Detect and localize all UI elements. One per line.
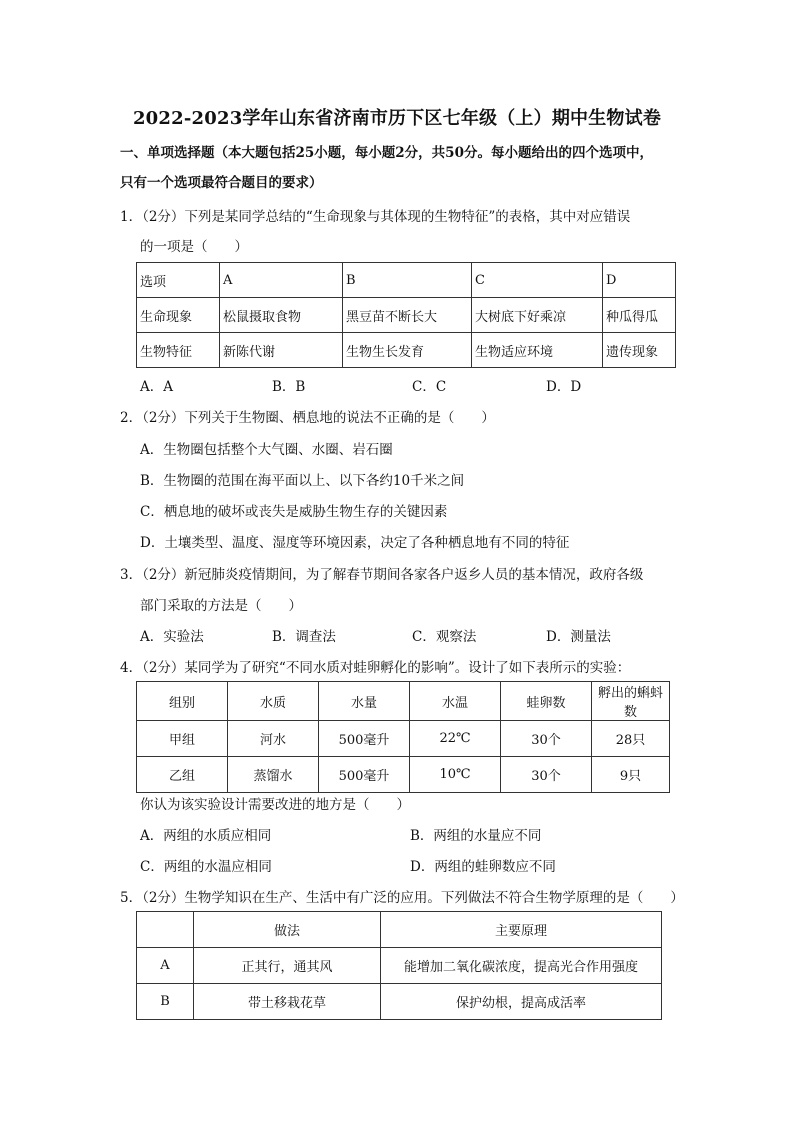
- table-cell: D: [603, 263, 676, 298]
- question-5-stem: 5．（2分）生物学知识在生产、生活中有广泛的应用。下列做法不符合生物学原理的是（ ）: [120, 890, 684, 906]
- table-cell: 孵出的蝌蚪数: [592, 682, 670, 721]
- table-cell: 蛙卵数: [501, 682, 592, 721]
- question-2-stem: 2．（2分）下列关于生物圈、栖息地的说法不正确的是（ ）: [120, 410, 495, 426]
- option-a[interactable]: A．生物圈包括整个大气圈、水圈、岩石圈: [140, 442, 393, 458]
- table-cell: 9只: [592, 757, 670, 793]
- table-cell: 松鼠摄取食物: [220, 298, 343, 333]
- table-row: [137, 984, 662, 1020]
- section-line-2: 只有一个选项最符合题目的要求）: [120, 175, 323, 191]
- table-cell: 乙组: [137, 757, 228, 793]
- table-row: [137, 721, 670, 757]
- table-row: [137, 757, 670, 793]
- section-line-1: 一、单项选择题（本大题包括25小题，每小题2分，共50分。每小题给出的四个选项中，: [120, 145, 653, 161]
- table-row: [137, 298, 676, 333]
- option-b[interactable]: B．B: [272, 379, 306, 395]
- option-a[interactable]: A．实验法: [140, 629, 204, 645]
- table-cell: 水质: [228, 682, 319, 721]
- table-cell: C: [472, 263, 603, 298]
- question-3-line-1: 3．（2分）新冠肺炎疫情期间，为了解春节期间各家各户返乡人员的基本情况，政府各级: [120, 567, 644, 583]
- table-cell: 组别: [137, 682, 228, 721]
- table-cell: 甲组: [137, 721, 228, 757]
- question-4-table: [136, 681, 670, 793]
- table-cell: 主要原理: [381, 912, 662, 948]
- table-cell: [137, 912, 194, 948]
- table-cell: 河水: [228, 721, 319, 757]
- table-cell: 黑豆苗不断长大: [343, 298, 472, 333]
- option-b[interactable]: B．调查法: [272, 629, 336, 645]
- option-c[interactable]: C．栖息地的破坏或丧失是威胁生物生存的关键因素: [140, 504, 448, 520]
- table-cell: 蒸馏水: [228, 757, 319, 793]
- question-4-stem: 4．（2分）某同学为了研究“不同水质对蛙卵孵化的影响”。设计了如下表所示的实验：: [120, 660, 631, 676]
- section-heading: [120, 138, 680, 198]
- question-1: [120, 202, 680, 262]
- table-cell: B: [343, 263, 472, 298]
- table-cell: 选项: [137, 263, 220, 298]
- table-cell: 22℃: [410, 721, 501, 757]
- table-cell: 带土移栽花草: [194, 984, 381, 1020]
- option-b[interactable]: B．生物圈的范围在海平面以上、以下各约10千米之间: [140, 473, 465, 489]
- table-cell: 能增加二氧化碳浓度，提高光合作用强度: [381, 948, 662, 984]
- option-c[interactable]: C．两组的水温应相同: [140, 859, 272, 875]
- option-a[interactable]: A．A: [140, 379, 173, 395]
- table-cell: 水量: [319, 682, 410, 721]
- table-row: [137, 912, 662, 948]
- table-cell: 新陈代谢: [220, 333, 343, 368]
- option-d[interactable]: D．土壤类型、温度、湿度等环境因素，决定了各种栖息地有不同的特征: [140, 535, 570, 551]
- table-row: [137, 263, 676, 298]
- table-row: [137, 333, 676, 368]
- option-a[interactable]: A．两组的水质应相同: [140, 828, 272, 844]
- table-cell: A: [137, 948, 194, 984]
- page-title: 2022-2023学年山东省济南市历下区七年级（上）期中生物试卷: [132, 108, 662, 129]
- table-cell: 保护幼根，提高成活率: [381, 984, 662, 1020]
- option-d[interactable]: D．测量法: [546, 629, 611, 645]
- question-1-line-1: 1．（2分）下列是某同学总结的“生命现象与其体现的生物特征”的表格，其中对应错误: [120, 209, 631, 225]
- question-1-table: [136, 262, 676, 368]
- table-cell: 做法: [194, 912, 381, 948]
- table-cell: 大树底下好乘凉: [472, 298, 603, 333]
- table-cell: 30个: [501, 757, 592, 793]
- option-b[interactable]: B．两组的水量应不同: [410, 828, 542, 844]
- option-c[interactable]: C．C: [412, 379, 447, 395]
- table-cell: 30个: [501, 721, 592, 757]
- question-5-table: [136, 911, 662, 1020]
- option-d[interactable]: D．两组的蛙卵数应不同: [410, 859, 556, 875]
- table-cell: 生命现象: [137, 298, 220, 333]
- table-cell: B: [137, 984, 194, 1020]
- table-cell: 生物生长发育: [343, 333, 472, 368]
- option-c[interactable]: C．观察法: [412, 629, 477, 645]
- question-3-line-2: 部门采取的方法是（ ）: [140, 598, 302, 614]
- table-cell: 10℃: [410, 757, 501, 793]
- question-1-line-2: 的一项是（ ）: [140, 239, 248, 255]
- table-cell: 正其行，通其风: [194, 948, 381, 984]
- table-row: [137, 682, 670, 721]
- table-cell: 生物适应环境: [472, 333, 603, 368]
- table-cell: 500毫升: [319, 721, 410, 757]
- table-cell: 遗传现象: [603, 333, 676, 368]
- table-cell: 水温: [410, 682, 501, 721]
- table-cell: 种瓜得瓜: [603, 298, 676, 333]
- table-cell: 生物特征: [137, 333, 220, 368]
- table-cell: 28只: [592, 721, 670, 757]
- option-d[interactable]: D．D: [546, 379, 582, 395]
- question-4-followup: 你认为该实验设计需要改进的地方是（ ）: [140, 797, 410, 813]
- table-cell: A: [220, 263, 343, 298]
- table-row: [137, 948, 662, 984]
- table-cell: 500毫升: [319, 757, 410, 793]
